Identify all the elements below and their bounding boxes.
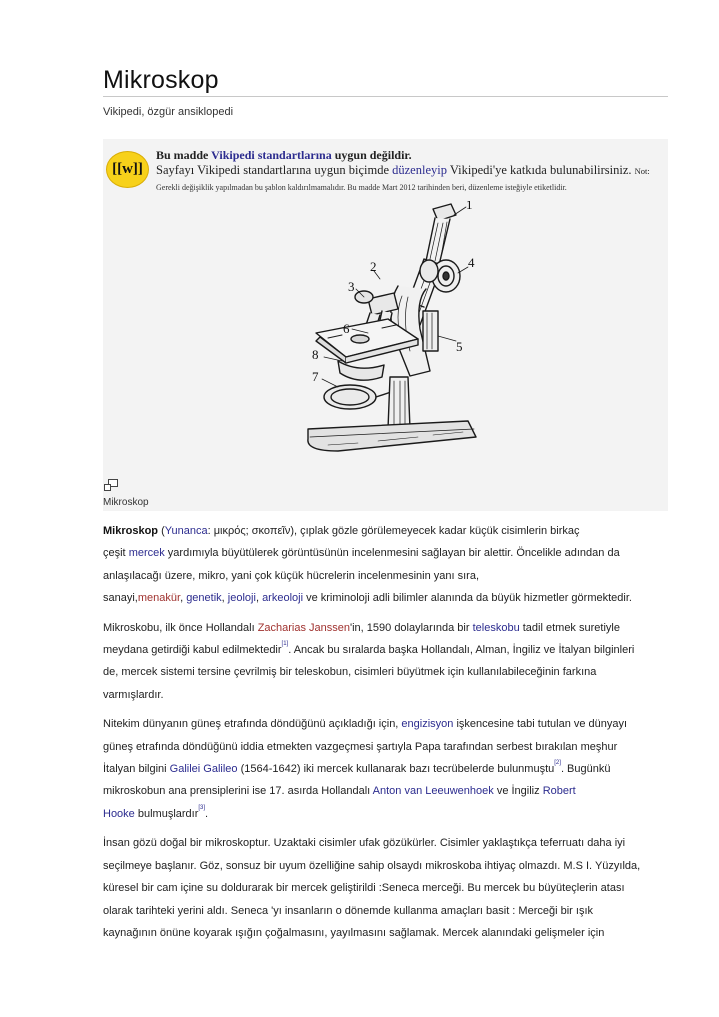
link-galilei-galileo[interactable]: Galilei Galileo [169,763,238,776]
link-teleskobu[interactable]: teleskobu [472,621,520,634]
enlarge-icon[interactable] [104,479,118,491]
article-body [103,520,668,944]
notice-line-3: Gerekli değişiklik yapılmadan bu şablon kaldırılmamalıdır. Bu madde Mart 2012 tarihinden beri, düzenleme isteğiyle etiketlidir. [156,183,567,192]
notice-line-2: Sayfayı Vikipedi standartlarına uygun biçimde düzenleyip Vikipedi'ye katkıda bulunabilirsiniz. Not: [156,163,650,177]
page-tagline: Vikipedi, özgür ansiklopedi [103,106,234,118]
link-genetik[interactable]: genetik [186,592,222,605]
page-title: Mikroskop [103,66,219,94]
ref-3[interactable]: [3] [198,804,206,811]
ref-1[interactable]: [1] [281,641,289,648]
figure-caption: Mikroskop [103,497,149,508]
link-jeoloji[interactable]: jeoloji [227,592,256,605]
link-mercek[interactable]: mercek [128,547,165,560]
label-8: 8 [312,347,319,362]
label-5: 5 [456,339,463,354]
link-engizisyon[interactable]: engizisyon [401,718,454,731]
label-4: 4 [468,255,475,270]
label-7: 7 [312,369,319,384]
figure-box [103,201,668,511]
link-robert-hooke[interactable]: Robert [542,785,576,798]
link-anton-van-leeuwenhoek[interactable]: Anton van Leeuwenhoek [372,785,494,798]
notice-standards-link[interactable]: Vikipedi standartlarına [211,148,332,162]
link-zacharias-janssen[interactable]: Zacharias Janssen [257,621,351,634]
link-hooke[interactable]: Hooke [103,807,135,820]
label-6: 6 [343,321,350,336]
notice-edit-link[interactable]: düzenleyip [392,163,447,177]
paragraph-3: Nitekim dünyanın güneş etrafında döndüğünü açıkladığı için, engizisyon işkencesine tabi tutulan ve dünyayı güneş etrafında döndüğünü iddia etmekten vazgeçmesi şartıyla Papa tarafından serbest bırakılan meşhur İtalyan bilgini Galilei Galileo (1564-1642) iki mercek kullanarak bazı tecrübelerde bulunmuştu[2]. Bugünkü mikroskobun ana prensiplerini ise 17. asırda Hollandalı Anton van Leeuwenhoek ve İngiliz Robert Hooke bulmuşlardır[3]. [103,718,628,820]
label-3: 3 [348,279,355,294]
ref-2[interactable]: [2] [554,760,561,767]
link-menakur[interactable]: menakür [137,592,181,605]
notice-text [156,148,666,193]
label-1: 1 [466,201,473,212]
wiki-badge-icon: [[w]] [106,151,149,188]
paragraph-2: Mikroskobu, ilk önce Hollandalı Zacharias Janssen'in, 1590 dolaylarında bir teleskobu tadil etmek suretiyle meydana getirdiği kabul edilmektedir[1]. Ancak bu sıralarda başka Hollandalı, Alman, İngiliz ve İtalyan bilginleri de, mercek sistemi tersine çevrilmiş bir teleskobun, cisimleri büyütmek için kullanılabileceğinin farkına varmışlardır. [103,621,635,701]
title-divider [103,96,668,97]
paragraph-1: Mikroskop (Yunanca: μικρός; σκοπεῖν), çıplak gözle görülemeyecek kadar küçük cisimlerin birkaç çeşit mercek yardımıyla büyütülerek görüntüsünün incelenmesini sağlayan bir alettir. Öncelikle adından da anlaşılacağı üzere, mikro, yani çok küçük hücrelerin incelenmesinin yanı sıra, sanayi,menakür, genetik, jeoloji, arkeoloji ve kriminoloji adli bilimler alanında da büyük hizmetler görmektedir. [103,525,632,605]
paragraph-4: İnsan gözü doğal bir mikroskoptur. Uzaktaki cisimler ufak gözükürler. Cisimler yaklaştıkça teferruatı daha iyi seçilmeye başlanır. Göz, sonsuz bir uyum özelliğine sahip olsaydı mikroskoba ihtiyaç olmazdı. M.S I. Yüzyılda, küresel bir cam içine su doldurarak bir mercek geliştirildi :Seneca merceği. Bu mercek bu büyüteçlerin atası olarak tarihteki yerini aldı. Seneca 'yı insanların o dönemde kullanma amaçları basit : Merceği bir ışık kaynağının önüne koyarak ışığın çoğalmasını, yayılmasını sağlamak. Mercek alanındaki gelişmeler için [103,837,641,939]
cleanup-notice-box [103,139,668,201]
link-arkeoloji[interactable]: arkeoloji [262,592,304,605]
label-2: 2 [370,259,377,274]
notice-line-1: Bu madde Vikipedi standartlarına uygun değildir. [156,148,412,162]
microscope-illustration[interactable] [298,201,478,453]
link-yunanca[interactable]: Yunanca [164,525,208,537]
